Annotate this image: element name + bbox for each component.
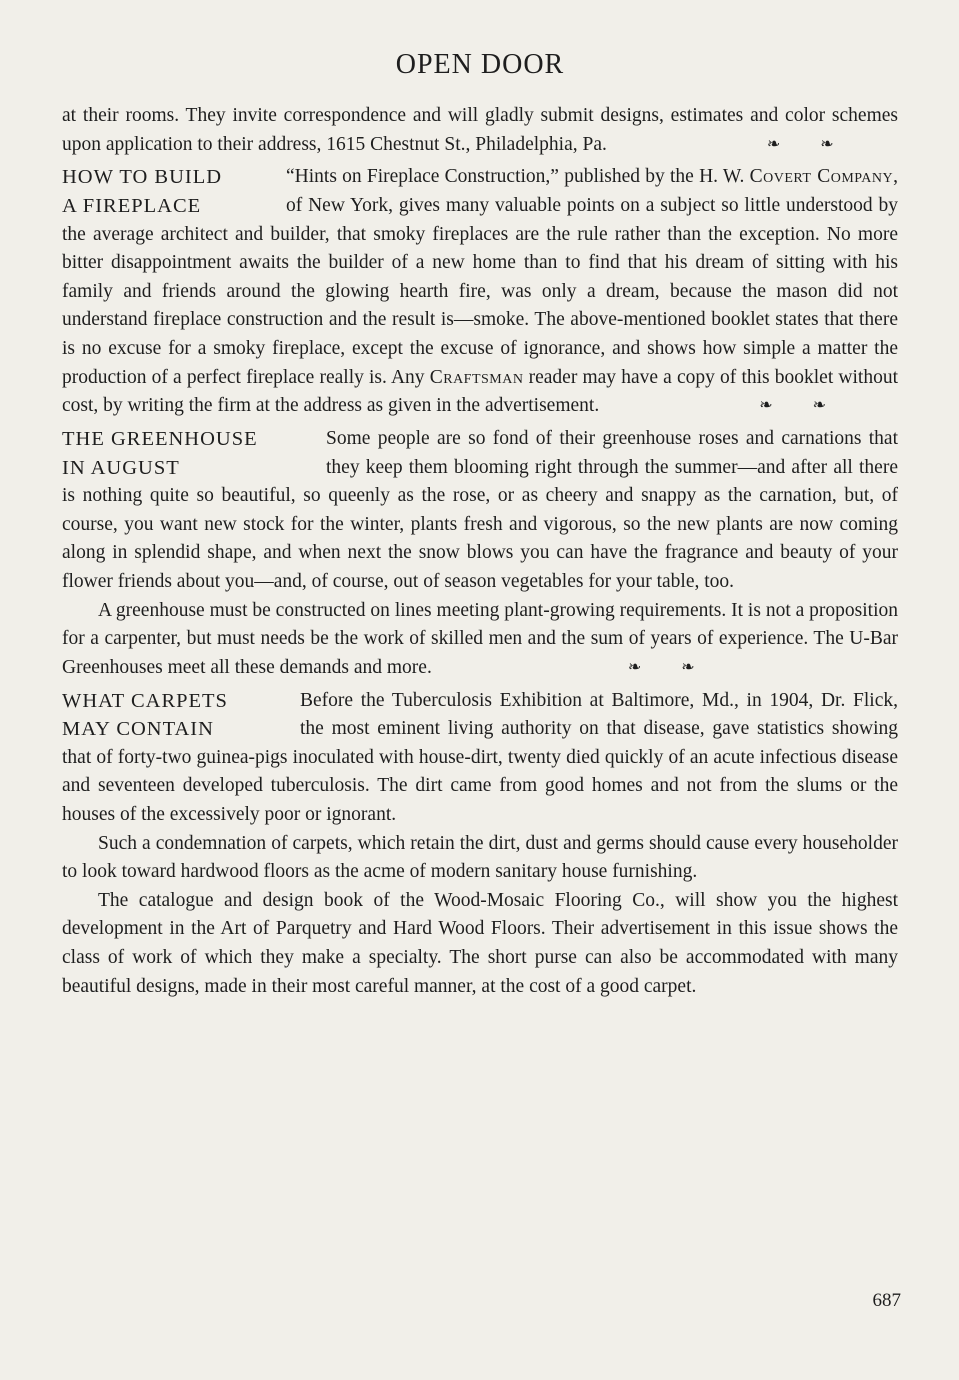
page-number: 687: [872, 1290, 901, 1311]
heading-line: IN AUGUST: [62, 456, 180, 479]
company-name: Covert Company: [749, 166, 894, 188]
text-run: reader may have a copy of this booklet without cost, by writing the firm at the address as given in the advertisement.: [62, 366, 898, 417]
text-run: “Hints on Fireplace Construction,” published by the H. W.: [286, 166, 750, 188]
heading-line: WHAT CARPETS: [62, 689, 228, 712]
carpets-paragraph-2: Such a condemnation of carpets, which retain the dirt, dust and germs should cause every householder to look toward hardwood floors as the acme of modern sanitary house furnishing.: [62, 832, 898, 883]
intro-text: at their rooms. They invite correspondence and will gladly submit designs, estimates and color schemes upon application to their address, 1615 Chestnut St., Philadelphia, Pa.: [62, 105, 898, 155]
intro-paragraph: [62, 102, 898, 159]
heading-line: A FIREPLACE: [62, 195, 202, 218]
running-head: OPEN DOOR: [395, 49, 565, 80]
section-fireplace: [62, 163, 898, 421]
ornament-icon: ❧ ❧: [627, 658, 713, 676]
section-carpets: [62, 687, 898, 1002]
ornament-icon: ❧ ❧: [759, 397, 845, 415]
carpets-paragraph-3: The catalogue and design book of the Wood-Mosaic Flooring Co., will show you the highest development in the Art of Parquetry and Hard Wood Floors. Their advertisement in this issue shows the class of work of which they make a specialty. The short purse can also be accommodated with many beautiful designs, made in their most careful manner, at the cost of a good carpet.: [62, 889, 898, 997]
heading-line: MAY CONTAIN: [62, 718, 214, 741]
magazine-name: Craftsman: [429, 366, 524, 388]
text-run: , of New York, gives many valuable points on a subject so little understood by the average architect and builder, that smoky fireplaces are the rule rather than the exception. No more bitter disappointment awaits the builder of a new home than to find that his dream of sitting with his family and friends around the glowing hearth fire, was only a dream, because the mason did not understand fireplace construction and the result is—smoke. The above-mentioned booklet states that there is no excuse for a smoky fireplace, except the excuse of ignorance, and shows how simple a matter the production of a perfect fireplace really is. Any: [62, 166, 898, 388]
greenhouse-paragraph-1: Some people are so fond of their greenhouse roses and carnations that they keep them blooming right through the summer—and after all there is nothing quite so beautiful, so queenly as the rose, or as cheery and snappy as the carnation, but, of course, you want new stock for the winter, plants fresh and vigorous, so the new plants are now coming along in splendid shape, and when next the snow blows you can have the fragrance and beauty of your flower friends about you—and, of course, out of season vegetables for your table, too.: [62, 428, 898, 592]
carpets-paragraph-1: Before the Tuberculosis Exhibition at Baltimore, Md., in 1904, Dr. Flick, the most eminent living authority on that disease, gave statistics showing that of forty-two guinea-pigs inoculated with house-dirt, twenty died quickly of an acute infectious disease and seventeen developed tuberculosis. The dirt came from good homes and not from the slums or the houses of the excessively poor or ignorant.: [62, 689, 898, 825]
section-heading-fireplace: [62, 163, 274, 220]
ornament-icon: ❧ ❧: [766, 135, 852, 153]
section-heading-carpets: [62, 687, 288, 744]
greenhouse-paragraph-2: [62, 597, 898, 683]
section-greenhouse: [62, 425, 898, 683]
heading-line: HOW TO BUILD: [62, 166, 223, 189]
text-run: A greenhouse must be constructed on lines meeting plant-growing requirements. It is not a proposition for a carpenter, but must needs be the work of skilled men and the sum of years of experience. The U-Bar Greenhouses meet all these demands and more.: [62, 599, 898, 678]
heading-line: THE GREENHOUSE: [62, 428, 258, 450]
section-heading-greenhouse: [62, 425, 314, 482]
page-content: [62, 48, 898, 1001]
